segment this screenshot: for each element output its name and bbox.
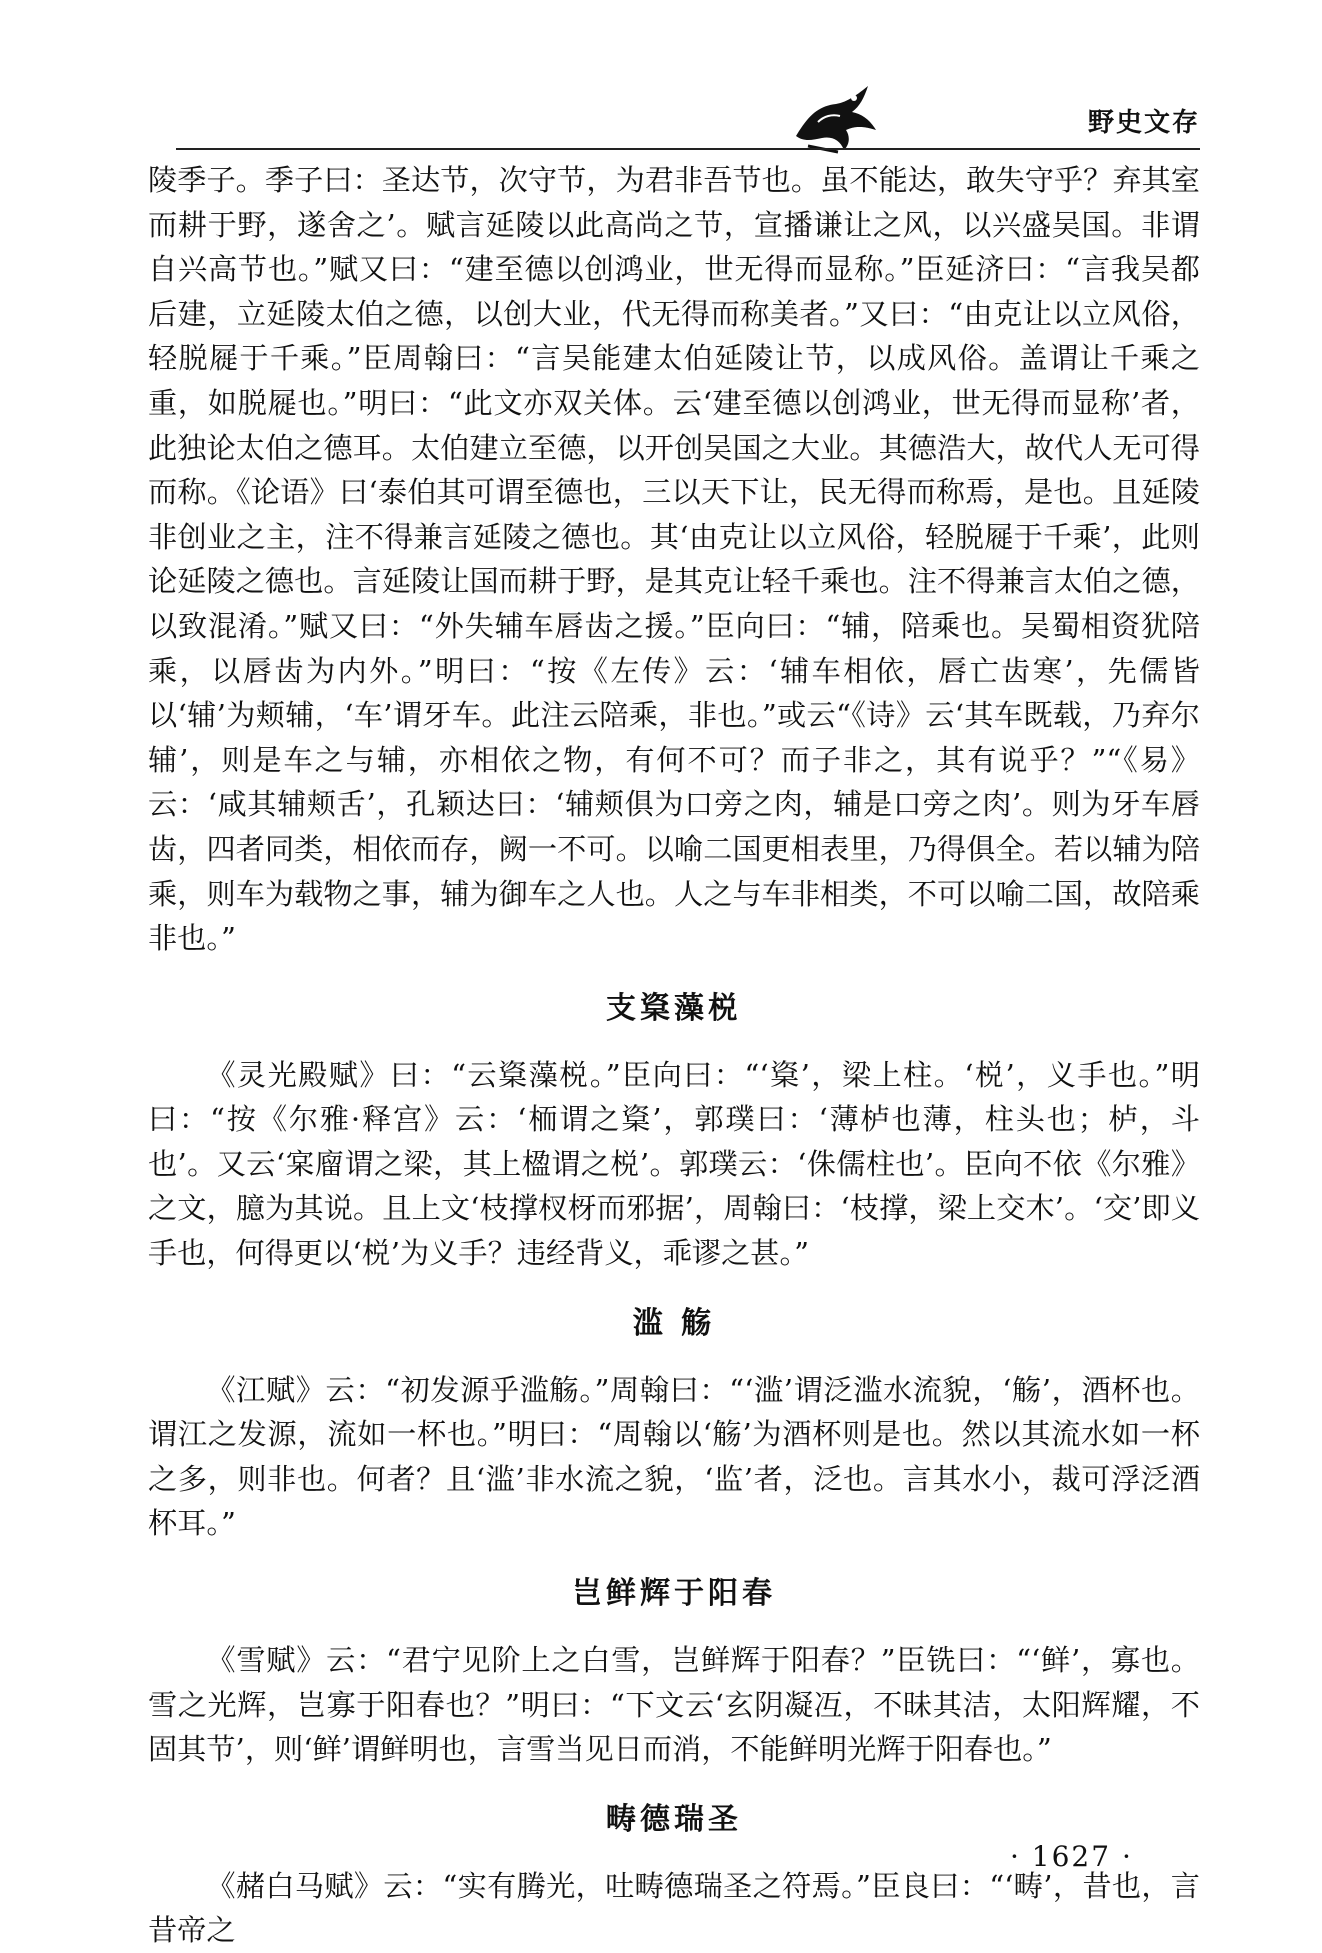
section-heading: 岂鲜辉于阳春	[572, 1576, 776, 1612]
body-paragraph: 《赭白马赋》云：“实有腾光，吐畴德瑞圣之符焉。”臣良曰：“‘畴’，昔也，言昔帝之	[148, 1868, 1200, 1948]
body-paragraph: 《灵光殿赋》曰：“云楶藻棁。”臣向曰：“‘楶’，梁上柱。‘棁’，义手也。”明曰：“按《尔雅·释宫》云：‘栭谓之楶’，郭璞曰：‘薄栌也薄，柱头也；栌，斗也’。又云‘宲廇谓之梁，其上楹谓之棁’。郭璞云：‘侏儒柱也’。臣向不依《尔雅》之文，臆为其说。且上文‘枝撑杈枒而邪据’，周翰曰：‘枝撑，梁上交木’。‘交’即义手也，何得更以‘棁’为义手？违经背义，乖谬之甚。”	[148, 1057, 1200, 1271]
header-title: 野史文存	[1087, 108, 1200, 138]
section-heading: 畴德瑞圣	[606, 1801, 742, 1837]
dragon-emblem-icon	[788, 76, 884, 154]
page-header	[176, 76, 1200, 156]
header-divider	[176, 148, 1200, 150]
page-content	[148, 158, 1200, 1953]
section-heading: 支楶藻棁	[606, 990, 742, 1026]
body-paragraph: 《江赋》云：“初发源乎滥觞。”周翰曰：“‘滥’谓泛滥水流貌，‘觞’，酒杯也。谓江之发源，流如一杯也。”明曰：“周翰以‘觞’为酒杯则是也。然以其流水如一杯之多，则非也。何者？且‘滥’非水流之貌，‘监’者，泛也。言其水小，裁可浮泛酒杯耳。”	[148, 1372, 1200, 1541]
page-number: · 1627 ·	[1010, 1840, 1133, 1873]
body-paragraph: 《雪赋》云：“君宁见阶上之白雪，岂鲜辉于阳春？”臣铣曰：“‘鲜’，寡也。雪之光辉，岂寡于阳春也？”明曰：“下文云‘玄阴凝冱，不昧其洁，太阳辉耀，不固其节’，则‘鲜’谓鲜明也，言雪当见日而消，不能鲜明光辉于阳春也。”	[148, 1643, 1200, 1767]
body-paragraph: 陵季子。季子曰：圣达节，次守节，为君非吾节也。虽不能达，敢失守乎？弃其室而耕于野，遂舍之’。赋言延陵以此高尚之节，宣播谦让之风，以兴盛吴国。非谓自兴高节也。”赋又曰：“建至德以创鸿业，世无得而显称。”臣延济曰：“言我吴都后建，立延陵太伯之德，以创大业，代无得而称美者。”又曰：“由克让以立风俗，轻脱屣于千乘。”臣周翰曰：“言吴能建太伯延陵让节，以成风俗。盖谓让千乘之重，如脱屣也。”明曰：“此文亦双关体。云‘建至德以创鸿业，世无得而显称’者，此独论太伯之德耳。太伯建立至德，以开创吴国之大业。其德浩大，故代人无可得而称。《论语》曰‘泰伯其可谓至德也，三以天下让，民无得而称焉，是也。且延陵非创业之主，注不得兼言延陵之德也。其‘由克让以立风俗，轻脱屣于千乘’，此则论延陵之德也。言延陵让国而耕于野，是其克让轻千乘也。注不得兼言太伯之德，以致混淆。”赋又曰：“外失辅车唇齿之援。”臣向曰：“辅，陪乘也。吴蜀相资犹陪乘，以唇齿为内外。”明曰：“按《左传》云：‘辅车相依，唇亡齿寒’，先儒皆以‘辅’为颊辅，‘车’谓牙车。此注云陪乘，非也。”或云“《诗》云‘其车既载，乃弃尔辅’，则是车之与辅，亦相依之物，有何不可？而子非之，其有说乎？”“《易》云：‘咸其辅颊舌’，孔颖达曰：‘辅颊俱为口旁之肉，辅是口旁之肉’。则为牙车唇齿，四者同类，相依而存，阙一不可。以喻二国更相表里，乃得俱全。若以辅为陪乘，则车为载物之事，辅为御车之人也。人之与车非相类，不可以喻二国，故陪乘非也。”	[148, 163, 1200, 956]
section-heading: 滥 觞	[632, 1305, 716, 1341]
